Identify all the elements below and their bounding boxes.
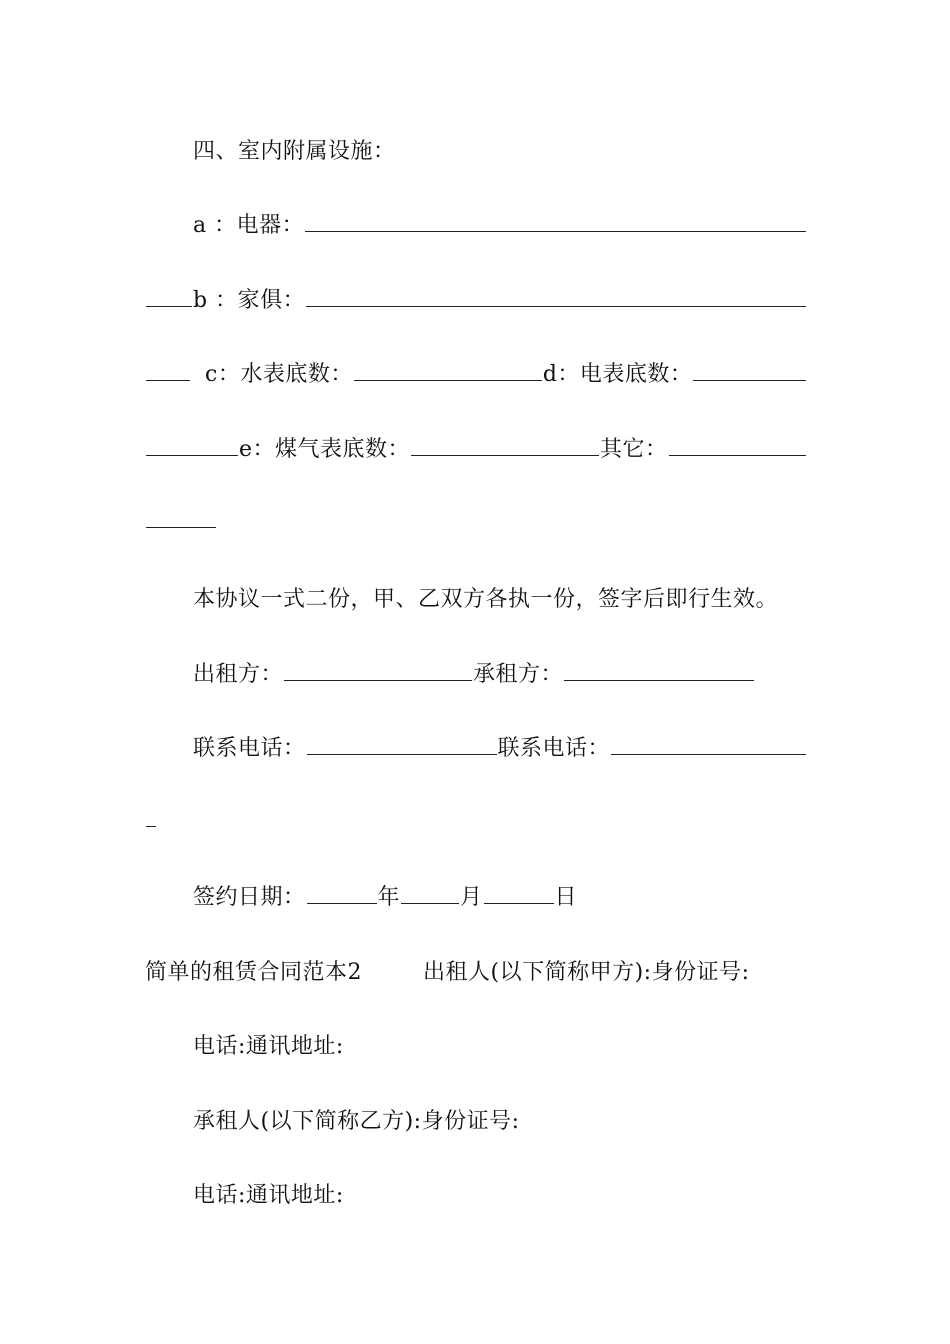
year-label: 年 bbox=[377, 885, 401, 910]
other-label: 其它： bbox=[600, 437, 668, 462]
month-blank[interactable] bbox=[401, 881, 459, 904]
gas-meter-label: e：煤气表底数： bbox=[239, 437, 411, 462]
meters-line bbox=[145, 355, 807, 395]
electric-meter-blank[interactable] bbox=[693, 358, 806, 381]
lessee-phone-blank-continued[interactable] bbox=[146, 804, 156, 827]
appliances-label: a ：电器： bbox=[193, 213, 305, 238]
water-meter-label: c：水表底数： bbox=[205, 362, 353, 387]
section-four-heading: 四、室内附属设施： bbox=[193, 139, 396, 164]
sign-date-label: 签约日期： bbox=[193, 885, 306, 910]
furniture-label: b ：家俱： bbox=[193, 288, 306, 313]
lessor-blank[interactable] bbox=[284, 658, 472, 681]
lessor-identity-line: 出租人(以下简称甲方):身份证号: bbox=[423, 960, 750, 985]
lessor-phone-label: 联系电话： bbox=[193, 736, 306, 761]
phone-line bbox=[145, 729, 807, 769]
gas-meter-blank[interactable] bbox=[411, 433, 599, 456]
lessee-contact-text: 电话:通讯地址: bbox=[193, 1183, 344, 1208]
lessee-identity-line bbox=[145, 1102, 807, 1142]
contract-two-title: 简单的租赁合同范本2 bbox=[145, 960, 362, 985]
furniture-line bbox=[145, 281, 807, 321]
furniture-blank[interactable] bbox=[306, 284, 806, 307]
phone-continued-line bbox=[145, 804, 807, 844]
appliances-blank-continued[interactable] bbox=[146, 284, 192, 307]
lessee-phone-label: 联系电话： bbox=[497, 736, 611, 761]
contract-two-title-line bbox=[145, 953, 807, 993]
gas-meter-line bbox=[145, 430, 807, 470]
year-blank[interactable] bbox=[307, 881, 377, 904]
lessor-contact-text: 电话:通讯地址: bbox=[193, 1034, 344, 1059]
lessee-label: 承租方： bbox=[473, 662, 564, 687]
lessee-identity-text: 承租人(以下简称乙方):身份证号: bbox=[193, 1109, 520, 1134]
electric-meter-label: d：电表底数： bbox=[542, 362, 693, 387]
lessee-phone-blank[interactable] bbox=[611, 732, 806, 755]
parties-signature-line bbox=[145, 655, 807, 695]
appliances-blank[interactable] bbox=[305, 209, 806, 232]
electric-meter-blank-continued[interactable] bbox=[146, 433, 238, 456]
day-blank[interactable] bbox=[484, 881, 554, 904]
lessor-label: 出租方： bbox=[193, 662, 284, 687]
sign-date-line bbox=[145, 878, 807, 918]
copies-text: 本协议一式二份，甲、乙双方各执一份，签字后即行生效。 bbox=[193, 587, 779, 612]
water-meter-blank[interactable] bbox=[354, 358, 542, 381]
lessor-phone-blank[interactable] bbox=[307, 732, 497, 755]
day-label: 日 bbox=[554, 885, 578, 910]
furniture-blank-continued[interactable] bbox=[146, 358, 190, 381]
lessor-contact-line bbox=[145, 1027, 807, 1067]
lessee-contact-line bbox=[145, 1176, 807, 1216]
other-blank[interactable] bbox=[669, 433, 806, 456]
other-blank-continued[interactable] bbox=[146, 505, 216, 528]
section-heading bbox=[145, 132, 807, 172]
copies-clause bbox=[145, 580, 807, 620]
appliances-line bbox=[145, 206, 807, 246]
month-label: 月 bbox=[460, 885, 483, 910]
lessee-blank[interactable] bbox=[564, 658, 754, 681]
other-continued-line bbox=[145, 505, 807, 545]
